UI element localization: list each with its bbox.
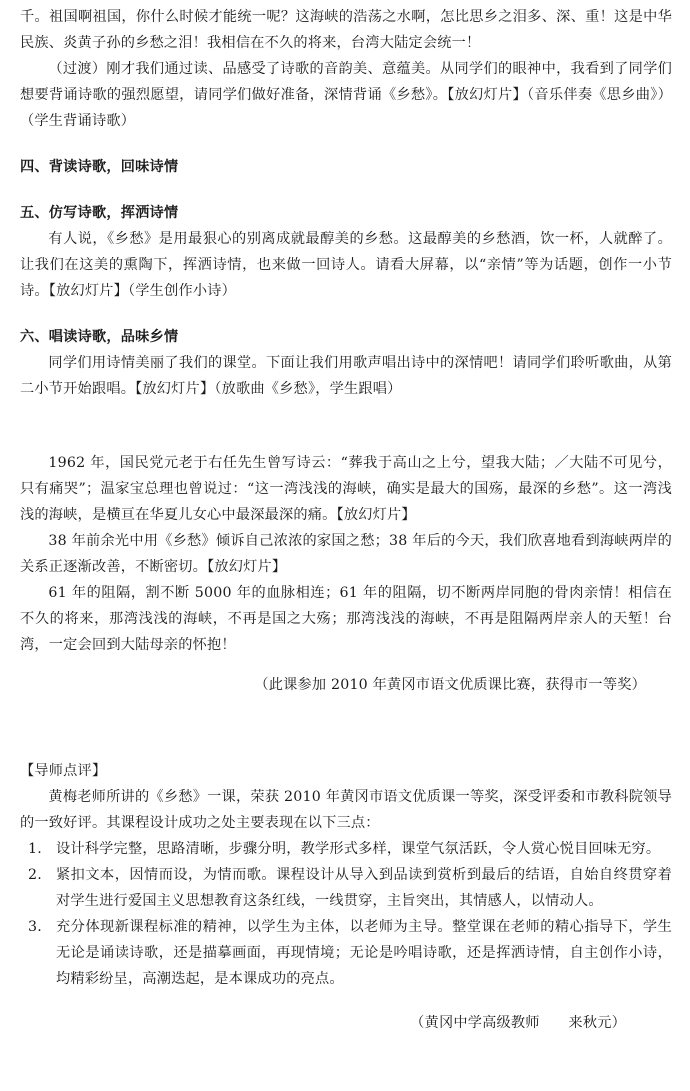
- competition-note: （此课参加 2010 年黄冈市语文优质课比赛，获得市一等奖）: [254, 677, 646, 693]
- review-intro: 黄梅老师所讲的《乡愁》一课，荣获 2010 年黄冈市语文优质课一等奖，深受评委和市教科院领导的一致好评。其课程设计成功之处主要表现在以下三点：: [20, 789, 672, 831]
- review-point-number: 1.: [28, 841, 42, 857]
- review-point: [20, 836, 672, 862]
- section-heading-4: 四、背读诗歌，回味诗情: [20, 159, 179, 175]
- review-point: [20, 862, 672, 914]
- paragraph-imitation: 有人说，《乡愁》是用最狠心的别离成就最醇美的乡愁。这最醇美的乡愁酒，饮一杯，人就醉了。让我们在这美的熏陶下，挥洒诗情，也来做一回诗人。请看大屏幕，以“亲情”等为话题，创作一小节诗。【放幻灯片】（学生创作小诗）: [20, 231, 672, 299]
- review-heading: 【导师点评】: [20, 763, 107, 779]
- review-point-text: 设计科学完整，思路清晰，步骤分明，教学形式多样，课堂气氛活跃，令人赏心悦目回味无穷。: [56, 841, 661, 857]
- paragraph-transition: （过渡）刚才我们通过读、品感受了诗歌的音韵美、意蕴美。从同学们的眼神中，我看到了同学们想要背诵诗歌的强烈愿望，请同学们做好准备，深情背诵《乡愁》。【放幻灯片】（音乐伴奏《思乡曲》）（学生背诵诗歌）: [20, 61, 672, 129]
- section-heading-6: 六、唱读诗歌，品味乡情: [20, 329, 179, 345]
- paragraph-61-years: 61 年的阻隔，割不断 5000 年的血脉相连；61 年的阻隔，切不断两岸同胞的骨肉亲情！相信在不久的将来，那湾浅浅的海峡，不再是国之大殇；那湾浅浅的海峡，不再是阻隔两岸亲人的天堑！台湾，一定会回到大陆母亲的怀抱！: [20, 585, 672, 653]
- review-signature: （黄冈中学高级教师 来秋元）: [410, 1015, 626, 1031]
- review-point-text: 紧扣文本，因情而设，为情而歌。课程设计从导入到品读到赏析到最后的结语，自始自终贯穿着对学生进行爱国主义思想教育这条红线，一线贯穿，主旨突出，其情感人，以情动人。: [56, 867, 672, 909]
- review-point-number: 2.: [28, 867, 42, 883]
- paragraph-closing-emotion: 千。祖国啊祖国，你什么时候才能统一呢？这海峡的浩荡之水啊，怎比思乡之泪多、深、重！这是中华民族、炎黄子孙的乡愁之泪！我相信在不久的将来，台湾大陆定会统一！: [20, 9, 672, 51]
- paragraph-38-years: 38 年前余光中用《乡愁》倾诉自己浓浓的家国之愁；38 年后的今天，我们欣喜地看到海峡两岸的关系正逐渐改善，不断密切。【放幻灯片】: [20, 533, 672, 575]
- paragraph-singing: 同学们用诗情美丽了我们的课堂。下面让我们用歌声唱出诗中的深情吧！请同学们聆听歌曲，从第二小节开始跟唱。【放幻灯片】（放歌曲《乡愁》，学生跟唱）: [20, 355, 672, 397]
- paragraph-1962: 1962 年，国民党元老于右任先生曾写诗云：“葬我于高山之上兮，望我大陆；／大陆不可见兮，只有痛哭”；温家宝总理也曾说过：“这一湾浅浅的海峡，确实是最大的国殇，最深的乡愁”。这一湾浅浅的海峡，是横亘在华夏儿女心中最深最深的痛。【放幻灯片】: [20, 455, 672, 523]
- review-point-text: 充分体现新课程标准的精神，以学生为主体，以老师为主导。整堂课在老师的精心指导下，学生无论是诵读诗歌，还是描摹画面，再现情境；无论是吟唱诗歌，还是挥洒诗情，自主创作小诗，均精彩纷呈，高潮迭起，是本课成功的亮点。: [56, 919, 672, 987]
- review-point: [20, 914, 672, 992]
- review-points-list: [20, 836, 672, 992]
- document-page: [20, 4, 672, 1036]
- section-heading-5: 五、仿写诗歌，挥洒诗情: [20, 205, 179, 221]
- review-point-number: 3.: [28, 919, 42, 935]
